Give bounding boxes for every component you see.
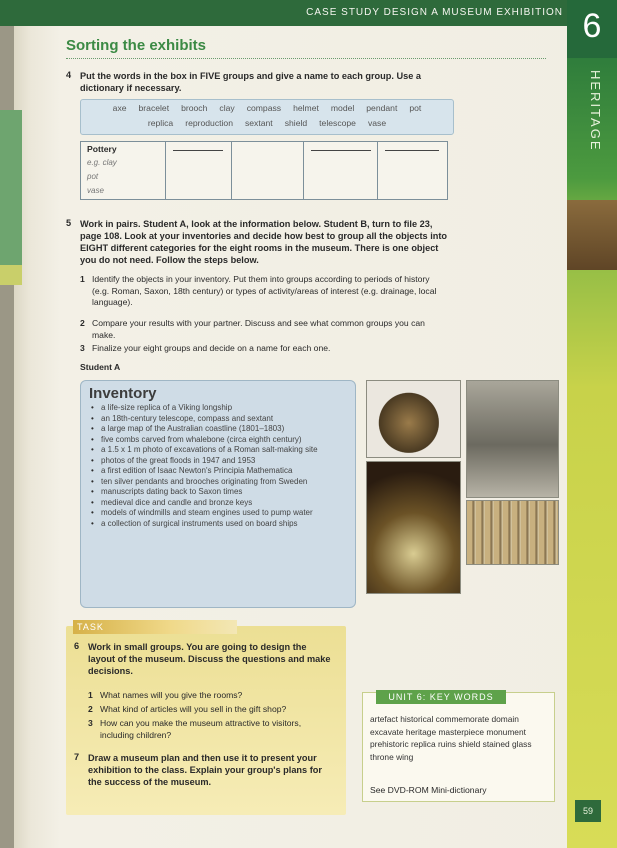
word-box (80, 99, 454, 135)
task-sub-number: 2 (88, 704, 93, 714)
task-sub-text: What names will you give the rooms? (100, 690, 243, 700)
word-item: replica (147, 118, 174, 128)
task-sub-text: How can you make the museum attractive to visitors, including children? (100, 718, 302, 740)
inventory-item: • manuscripts dating back to Saxon times (101, 487, 351, 498)
header-title: CASE STUDY DESIGN A MUSEUM EXHIBITION (306, 7, 563, 18)
word-item: bracelet (138, 103, 170, 113)
sidebar-label: HERITAGE (588, 70, 603, 152)
candle-dice-photo (366, 461, 461, 594)
q6-text: Work in small groups. You are going to design the layout of the museum. Discuss the questions and make decisions. (88, 642, 331, 676)
q6-number: 6 (74, 641, 80, 651)
word-item: axe (112, 103, 127, 113)
word-item: pot (409, 103, 422, 113)
inventory-item: • a large map of the Australian coastline (1801–1803) (101, 424, 351, 435)
blank-heading-line (385, 150, 439, 151)
table-cell: vase (87, 186, 104, 195)
inventory-title: Inventory (89, 385, 157, 402)
word-item: helmet (293, 103, 319, 113)
inventory-item: • a first edition of Isaac Newton's Principia Mathematica (101, 466, 351, 477)
word-item: vase (367, 118, 387, 128)
adjacent-page-edge (0, 110, 22, 265)
page-number: 59 (575, 800, 601, 822)
manuscript-photo (466, 500, 559, 565)
word-item: clay (219, 103, 235, 113)
word-item: model (330, 103, 355, 113)
word-item: reproduction (185, 118, 233, 128)
keywords-tab: UNIT 6: KEY WORDS (376, 690, 506, 704)
inventory-item: • models of windmills and steam engines used to pump water (101, 508, 351, 519)
step-text: Identify the objects in your inventory. Put them into groups according to periods of history (e.g. Roman, Saxon, 18th century) or types of activity/areas of interest (e.g. drainage, local language). (92, 274, 437, 307)
task-tab: TASK (73, 620, 237, 634)
word-box-line-1 (81, 101, 453, 116)
word-box-line-2 (81, 116, 453, 131)
step-number: 1 (80, 274, 85, 284)
q7-number: 7 (74, 752, 80, 762)
step-number: 2 (80, 318, 85, 328)
inventory-box (80, 380, 356, 608)
keywords-footer: See DVD-ROM Mini-dictionary (370, 785, 487, 795)
table-column-divider (165, 142, 166, 199)
inventory-item: • a collection of surgical instruments used on board ships (101, 519, 351, 530)
inventory-item: • five combs carved from whalebone (circa eighth century) (101, 435, 351, 446)
unit-number: 6 (567, 0, 617, 58)
q4-number: 4 (66, 70, 72, 80)
table-column-divider (231, 142, 232, 199)
keywords-list: artefact historical commemorate domain excavate heritage masterpiece monument prehistoric replica ruins shield stained glass throne wing (370, 714, 532, 762)
word-item: sextant (244, 118, 273, 128)
inventory-item: • a life-size replica of a Viking longship (101, 403, 351, 414)
q5-number: 5 (66, 218, 72, 228)
grouping-table (80, 141, 448, 200)
table-column-divider (377, 142, 378, 199)
q7-text: Draw a museum plan and then use it to present your exhibition to the class. Explain your group's plans for the success of the museum. (88, 753, 322, 787)
section-title: Sorting the exhibits (66, 37, 207, 54)
sextant-photo (366, 380, 461, 458)
word-item: compass (246, 103, 282, 113)
title-divider (66, 58, 546, 59)
task-sub-text: What kind of articles will you sell in the gift shop? (100, 704, 287, 714)
inventory-item: • an 18th-century telescope, compass and sextant (101, 414, 351, 425)
word-item: telescope (319, 118, 356, 128)
student-label: Student A (80, 362, 121, 372)
inventory-item: • a 1.5 x 1 m photo of excavations of a Roman salt-making site (101, 445, 351, 456)
task-sub-number: 3 (88, 718, 93, 728)
word-item: brooch (181, 103, 208, 113)
task-sub-number: 1 (88, 690, 93, 700)
table-column-divider (303, 142, 304, 199)
step-text: Compare your results with your partner. Discuss and see what common groups you can make. (92, 318, 425, 340)
inventory-item: • ten silver pendants and brooches originating from Sweden (101, 477, 351, 488)
windmill-photo (466, 380, 559, 498)
inventory-item: • photos of the great floods in 1947 and 1953 (101, 456, 351, 467)
table-example: e.g. clay (87, 158, 117, 167)
word-item: pendant (366, 103, 398, 113)
inventory-list (85, 403, 351, 529)
q5-text: Work in pairs. Student A, look at the information below. Student B, turn to file 23, page 108. Look at your inventories and decide how best to group all the objects into EIGHT different categories for the eight rooms in the museum. There is one object you do not need. Follow the steps below. (80, 219, 448, 265)
blank-heading-line (311, 150, 371, 151)
adjacent-page-edge-2 (0, 265, 22, 285)
step-text: Finalize your eight groups and decide on a name for each one. (92, 343, 331, 353)
word-item: shield (284, 118, 308, 128)
sidebar-strip (567, 58, 617, 848)
table-cell: pot (87, 172, 99, 181)
table-header-pottery: Pottery (87, 144, 117, 154)
sidebar-image (567, 200, 617, 270)
inventory-item: • medieval dice and candle and bronze keys (101, 498, 351, 509)
blank-heading-line (173, 150, 223, 151)
q4-text: Put the words in the box in FIVE groups and give a name to each group. Use a dictionary if necessary. (80, 71, 422, 93)
step-number: 3 (80, 343, 85, 353)
